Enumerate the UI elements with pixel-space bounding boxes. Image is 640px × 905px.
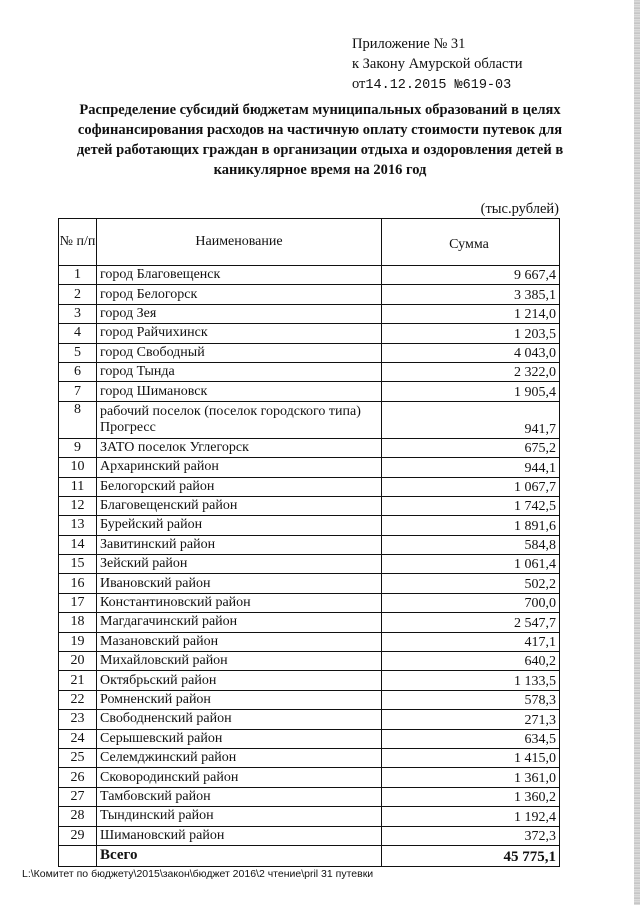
- row-number: 18: [59, 613, 97, 632]
- table-row: [59, 382, 560, 401]
- row-name: город Свободный: [97, 343, 382, 362]
- row-sum: 700,0: [382, 593, 560, 612]
- table-row: [59, 401, 560, 438]
- row-number: 21: [59, 671, 97, 690]
- row-name: Благовещенский район: [97, 496, 382, 515]
- total-label: Всего: [97, 845, 382, 866]
- appendix-law: к Закону Амурской области: [352, 56, 523, 72]
- row-name: город Тында: [97, 362, 382, 381]
- row-number: 19: [59, 632, 97, 651]
- row-sum: 640,2: [382, 652, 560, 671]
- row-number: 16: [59, 574, 97, 593]
- table-row: [59, 535, 560, 554]
- row-number: 23: [59, 710, 97, 729]
- table-row: [59, 555, 560, 574]
- row-number: 1: [59, 266, 97, 285]
- row-number: 20: [59, 652, 97, 671]
- header-num: № п/п: [59, 219, 97, 266]
- table-row: [59, 516, 560, 535]
- row-sum: 1 133,5: [382, 671, 560, 690]
- row-sum: 675,2: [382, 438, 560, 457]
- row-name: Ивановский район: [97, 574, 382, 593]
- row-sum: 578,3: [382, 690, 560, 709]
- row-sum: 1 361,0: [382, 768, 560, 787]
- appendix-date-prefix: от: [352, 76, 366, 92]
- row-sum: 1 891,6: [382, 516, 560, 535]
- row-sum: 271,3: [382, 710, 560, 729]
- row-name: Октябрьский район: [97, 671, 382, 690]
- appendix-date-number: 14.12.2015 №619-03: [365, 78, 512, 93]
- row-number: 14: [59, 535, 97, 554]
- row-sum: 417,1: [382, 632, 560, 651]
- row-sum: 634,5: [382, 729, 560, 748]
- table-row: [59, 690, 560, 709]
- row-number: 3: [59, 304, 97, 323]
- row-number: 5: [59, 343, 97, 362]
- table-row: [59, 574, 560, 593]
- row-sum: 1 203,5: [382, 324, 560, 343]
- total-sum: 45 775,1: [382, 845, 560, 866]
- total-row: [59, 845, 560, 866]
- row-name: Мазановский район: [97, 632, 382, 651]
- row-sum: 2 547,7: [382, 613, 560, 632]
- row-number: 9: [59, 438, 97, 457]
- row-name: Шимановский район: [97, 826, 382, 845]
- row-sum: 1 742,5: [382, 496, 560, 515]
- table-row: [59, 710, 560, 729]
- row-name: Зейский район: [97, 555, 382, 574]
- table-row: [59, 362, 560, 381]
- row-name: город Зея: [97, 304, 382, 323]
- table-row: [59, 671, 560, 690]
- row-number: 7: [59, 382, 97, 401]
- row-sum: 4 043,0: [382, 343, 560, 362]
- row-number: 27: [59, 787, 97, 806]
- row-sum: 584,8: [382, 535, 560, 554]
- appendix-date: [352, 74, 523, 96]
- row-name: Архаринский район: [97, 458, 382, 477]
- subsidy-table: [58, 218, 560, 867]
- unit-label: (тыс.рублей): [480, 201, 559, 217]
- row-name: город Белогорск: [97, 285, 382, 304]
- row-number: 13: [59, 516, 97, 535]
- table-row: [59, 632, 560, 651]
- table-row: [59, 304, 560, 323]
- row-name: Магдагачинский район: [97, 613, 382, 632]
- table-row: [59, 458, 560, 477]
- row-sum: 1 214,0: [382, 304, 560, 323]
- row-sum: 3 385,1: [382, 285, 560, 304]
- appendix-number: Приложение № 31: [352, 36, 466, 52]
- row-number: 10: [59, 458, 97, 477]
- row-sum: 1 192,4: [382, 807, 560, 826]
- appendix-block: [352, 34, 523, 96]
- table-row: [59, 826, 560, 845]
- row-sum: 1 061,4: [382, 555, 560, 574]
- table-header-row: [59, 219, 560, 266]
- row-number: 12: [59, 496, 97, 515]
- table-row: [59, 593, 560, 612]
- table-row: [59, 343, 560, 362]
- row-name: Серышевский район: [97, 729, 382, 748]
- row-number: 29: [59, 826, 97, 845]
- row-number: 26: [59, 768, 97, 787]
- row-sum: 1 905,4: [382, 382, 560, 401]
- row-name: Тамбовский район: [97, 787, 382, 806]
- row-number: 15: [59, 555, 97, 574]
- row-name: Завитинский район: [97, 535, 382, 554]
- row-name: город Райчихинск: [97, 324, 382, 343]
- table-row: [59, 285, 560, 304]
- row-number: 4: [59, 324, 97, 343]
- table-row: [59, 266, 560, 285]
- row-number: 24: [59, 729, 97, 748]
- table-row: [59, 613, 560, 632]
- table-row: [59, 496, 560, 515]
- row-sum: 1 415,0: [382, 748, 560, 767]
- row-sum: 1 067,7: [382, 477, 560, 496]
- row-name: Селемджинский район: [97, 748, 382, 767]
- row-sum: 9 667,4: [382, 266, 560, 285]
- row-sum: 941,7: [382, 401, 560, 438]
- row-number: 28: [59, 807, 97, 826]
- document-title: Распределение субсидий бюджетам муниципальных образований в целях софинансирования расходов на частичную оплату стоимости путевок для детей работающих граждан в организации отдыха и оздоровления детей в каникулярное время на 2016 год: [76, 102, 564, 178]
- row-name: Сковородинский район: [97, 768, 382, 787]
- header-sum: Сумма: [382, 219, 560, 266]
- row-number: 11: [59, 477, 97, 496]
- row-name: Белогорский район: [97, 477, 382, 496]
- row-sum: 944,1: [382, 458, 560, 477]
- table-row: [59, 807, 560, 826]
- row-number: 6: [59, 362, 97, 381]
- row-name: Бурейский район: [97, 516, 382, 535]
- row-number: 8: [59, 401, 97, 438]
- row-name: рабочий поселок (поселок городского типа) Прогресс: [97, 401, 382, 438]
- row-number: 25: [59, 748, 97, 767]
- table-row: [59, 652, 560, 671]
- table-row: [59, 748, 560, 767]
- table-row: [59, 768, 560, 787]
- row-name: город Благовещенск: [97, 266, 382, 285]
- table-row: [59, 729, 560, 748]
- row-sum: 372,3: [382, 826, 560, 845]
- table-row: [59, 787, 560, 806]
- row-name: город Шимановск: [97, 382, 382, 401]
- file-path-footer: L:\Комитет по бюджету\2015\закон\бюджет 2016\2 чтение\pril 31 путевки: [22, 868, 374, 880]
- row-name: Тындинский район: [97, 807, 382, 826]
- row-name: Свободненский район: [97, 710, 382, 729]
- total-num: [59, 845, 97, 866]
- row-sum: 1 360,2: [382, 787, 560, 806]
- row-number: 2: [59, 285, 97, 304]
- table-row: [59, 438, 560, 457]
- row-name: Ромненский район: [97, 690, 382, 709]
- scan-edge: [634, 0, 640, 905]
- table-row: [59, 324, 560, 343]
- row-sum: 2 322,0: [382, 362, 560, 381]
- header-name: Наименование: [97, 219, 382, 266]
- row-name: ЗАТО поселок Углегорск: [97, 438, 382, 457]
- table-body: [59, 266, 560, 846]
- row-number: 22: [59, 690, 97, 709]
- table-row: [59, 477, 560, 496]
- row-name: Михайловский район: [97, 652, 382, 671]
- row-name: Константиновский район: [97, 593, 382, 612]
- row-number: 17: [59, 593, 97, 612]
- row-sum: 502,2: [382, 574, 560, 593]
